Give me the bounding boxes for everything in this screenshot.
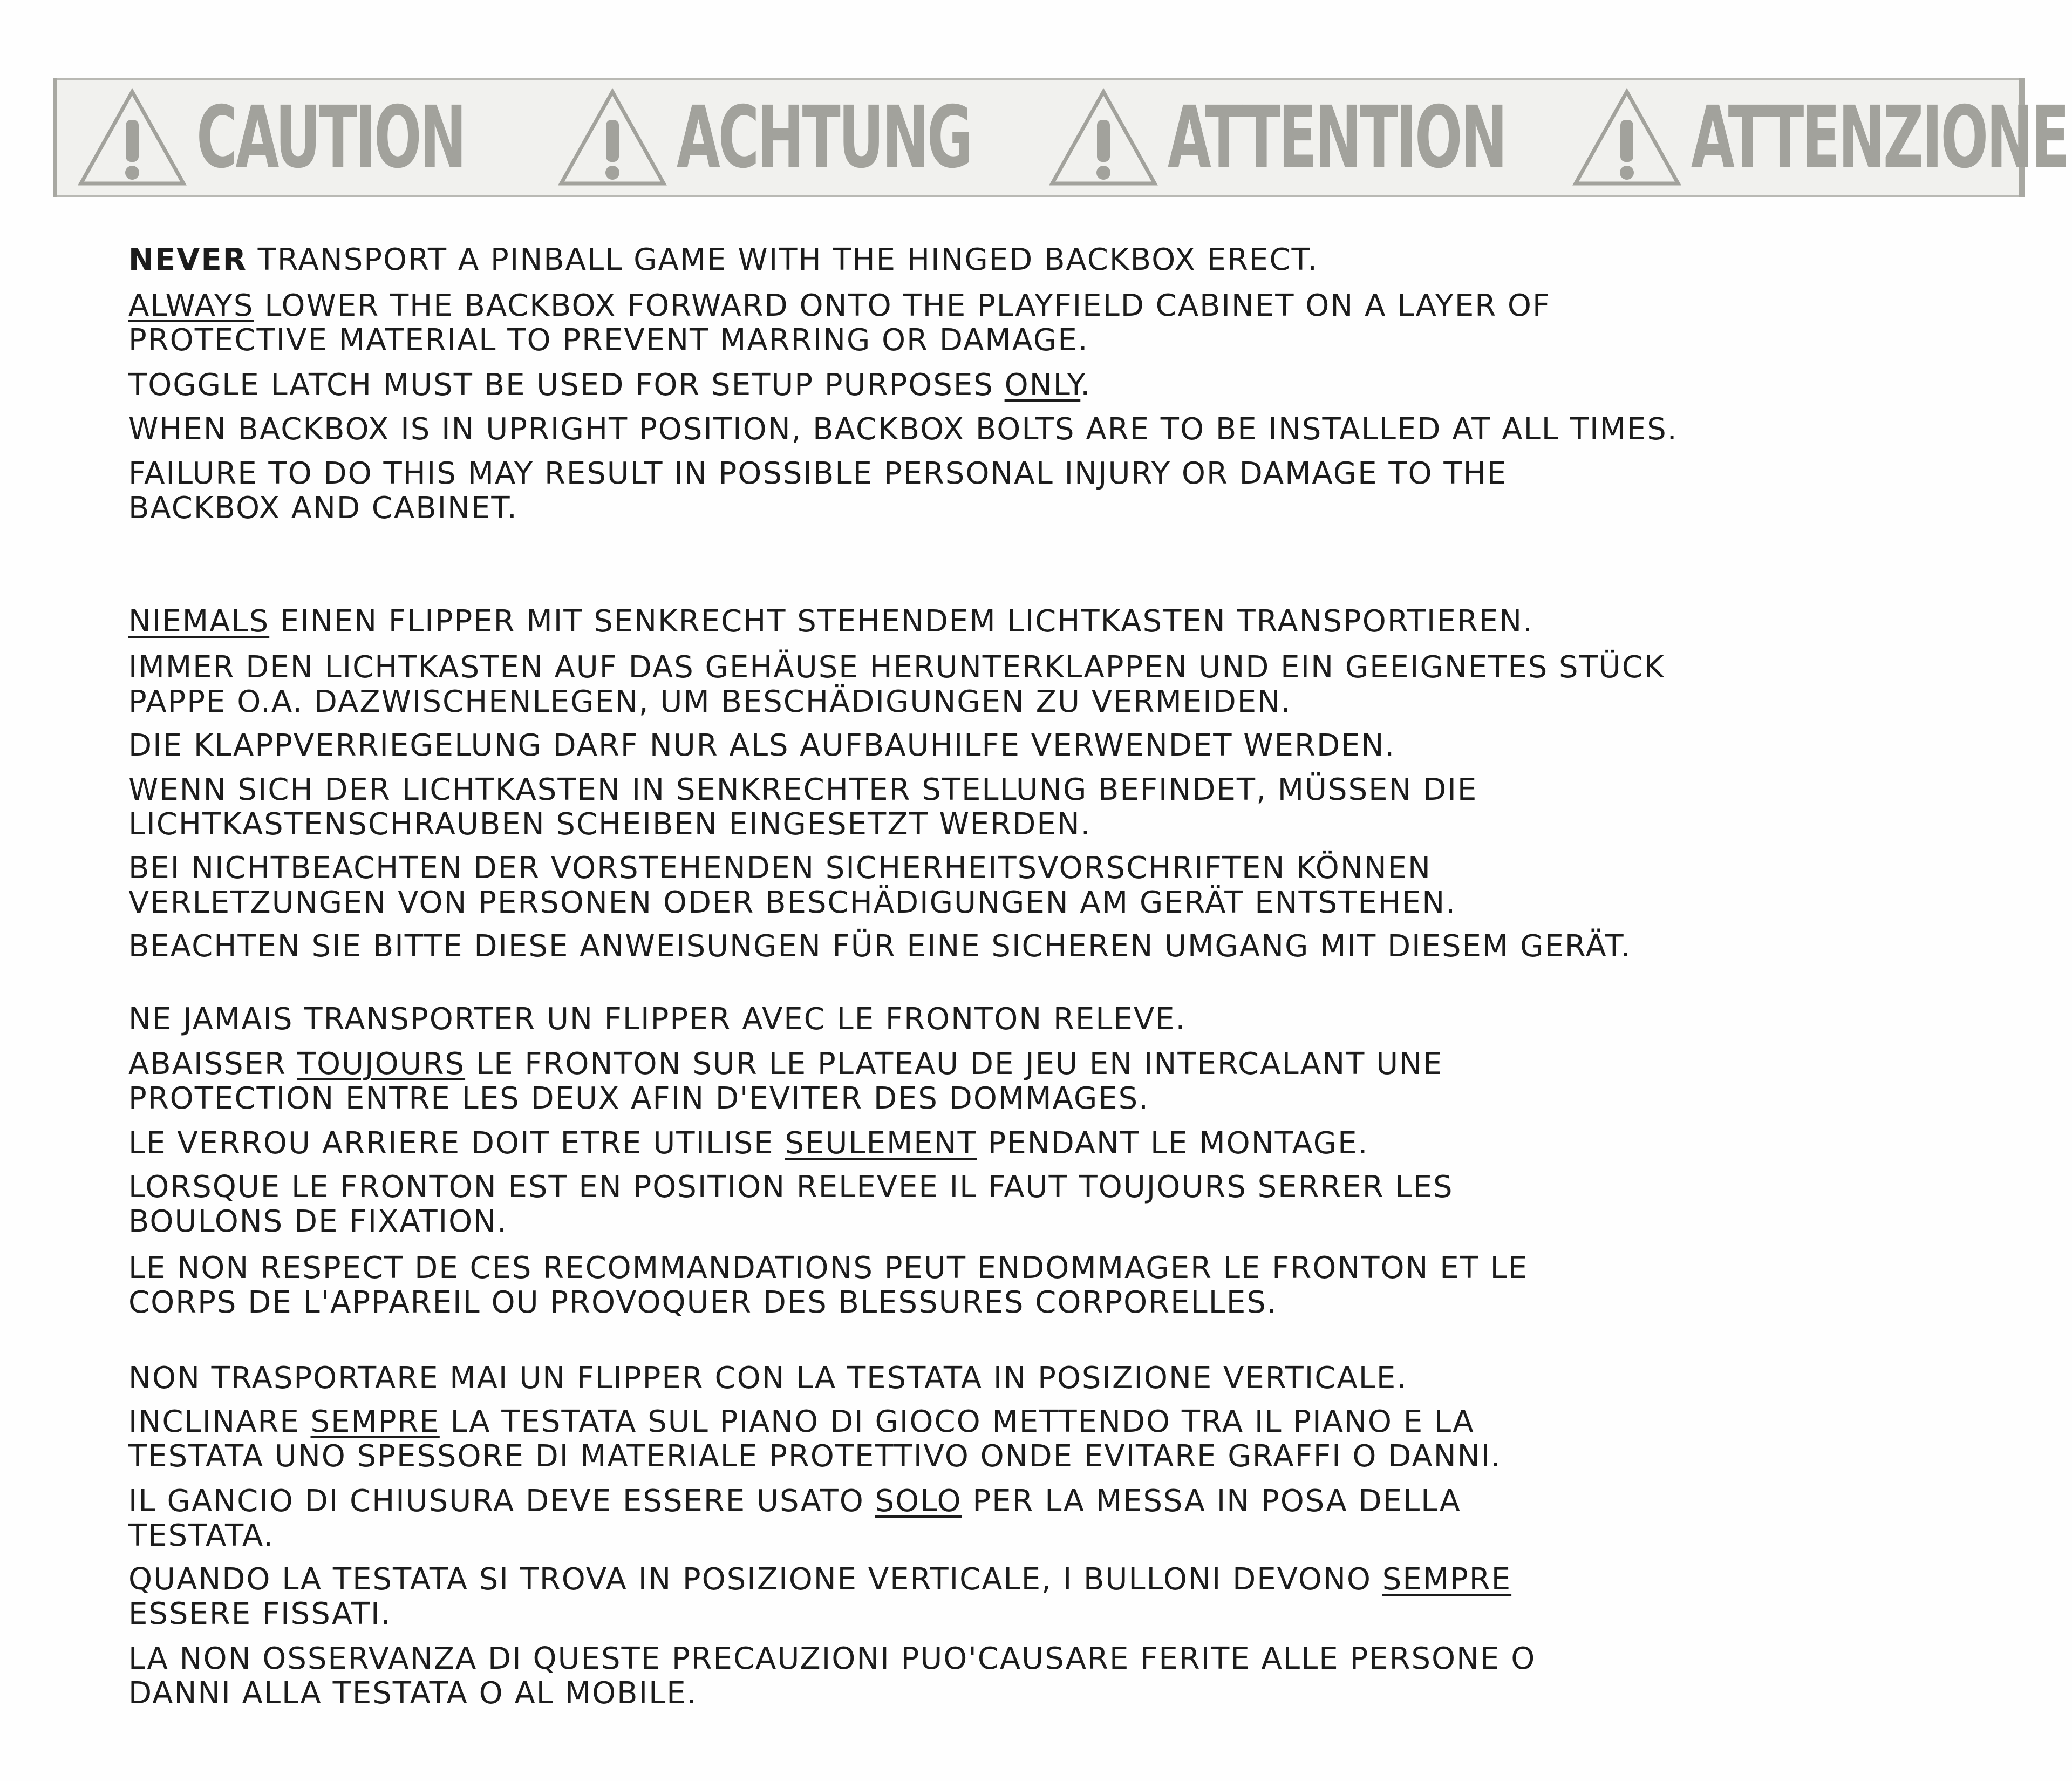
warning-triangle-icon [1570, 86, 1684, 189]
sempre-underlined-2: SEMPRE [1382, 1562, 1512, 1597]
respect-line-1: LE NON RESPECT DE CES RECOMMANDATIONS PEUT ENDOMMAGER LE FRONTON ET LE [128, 1250, 1529, 1286]
french-lorsque-para [128, 1170, 1454, 1239]
warning-achtung [556, 78, 1122, 197]
english-failure-para [128, 457, 1507, 526]
lorsque-line-1: LORSQUE LE FRONTON EST EN POSITION RELEVEE IL FAUT TOUJOURS SERRER LES [128, 1170, 1454, 1205]
bei-line-2: VERLETZUNGEN VON PERSONEN ODER BESCHÄDIGUNGEN AM GERÄT ENTSTEHEN. [128, 885, 1456, 920]
french-respect-para [128, 1251, 1528, 1320]
wenn-line-2: LICHTKASTENSCHRAUBEN SCHEIBEN EINGESETZT WERDEN. [128, 807, 1092, 842]
solo-underlined: SOLO [875, 1484, 962, 1519]
german-niemals-line [128, 604, 1533, 639]
seulement-underlined: SEULEMENT [785, 1126, 977, 1161]
italian-quando-para [128, 1562, 1511, 1632]
gancio-text: IL GANCIO DI CHIUSURA DEVE ESSERE USATO [128, 1484, 875, 1519]
warning-triangle-icon [76, 86, 189, 189]
french-verrou-line [128, 1126, 1368, 1161]
verrou-text-cont: PENDANT LE MONTAGE. [977, 1126, 1369, 1161]
osservanza-line-1: LA NON OSSERVANZA DI QUESTE PRECAUZIONI PUO'CAUSARE FERITE ALLE PERSONE O [128, 1641, 1536, 1676]
italian-trasportare-line: NON TRASPORTARE MAI UN FLIPPER CON LA TESTATA IN POSIZIONE VERTICALE. [128, 1361, 1408, 1396]
english-never-line [128, 243, 1318, 277]
osservanza-line-2: DANNI ALLA TESTATA O AL MOBILE. [128, 1676, 698, 1711]
never-text: TRANSPORT A PINBALL GAME WITH THE HINGED BACKBOX ERECT. [247, 242, 1318, 277]
italian-osservanza-para [128, 1642, 1536, 1711]
warning-word-attention: ATTENTION [1168, 88, 1505, 187]
english-always-para [128, 289, 1551, 358]
sempre-underlined: SEMPRE [310, 1404, 440, 1439]
immer-line-1: IMMER DEN LICHTKASTEN AUF DAS GEHÄUSE HERUNTERKLAPPEN UND EIN GEEIGNETES STÜCK [128, 650, 1665, 685]
verrou-text: LE VERROU ARRIERE DOIT ETRE UTILISE [128, 1126, 785, 1161]
abaisser-line-2: PROTECTION ENTRE LES DEUX AFIN D'EVITER DES DOMMAGES. [128, 1081, 1149, 1116]
french-abaisser-para [128, 1047, 1443, 1116]
abaisser-text: ABAISSER [128, 1046, 297, 1082]
english-upright-line: WHEN BACKBOX IS IN UPRIGHT POSITION, BACKBOX BOLTS ARE TO BE INSTALLED AT ALL TIMES. [128, 412, 1678, 447]
gancio-line-2: TESTATA. [128, 1518, 274, 1553]
always-underlined: ALWAYS [128, 288, 254, 323]
german-bei-para [128, 851, 1456, 920]
lorsque-line-2: BOULONS DE FIXATION. [128, 1204, 508, 1239]
wenn-line-1: WENN SICH DER LICHTKASTEN IN SENKRECHTER STELLUNG BEFINDET, MÜSSEN DIE [128, 772, 1478, 807]
warning-triangle-icon [556, 86, 669, 189]
warning-word-attenzione: ATTENZIONE [1691, 88, 2068, 187]
always-text: LOWER THE BACKBOX FORWARD ONTO THE PLAYFIELD CABINET ON A LAYER OF [254, 288, 1551, 323]
german-klapp-line: DIE KLAPPVERRIEGELUNG DARF NUR ALS AUFBAUHILFE VERWENDET WERDEN. [128, 728, 1396, 763]
warning-word-achtung: ACHTUNG [677, 88, 971, 187]
failure-line-2: BACKBOX AND CABINET. [128, 491, 518, 526]
niemals-text: EINEN FLIPPER MIT SENKRECHT STEHENDEM LICHTKASTEN TRANSPORTIEREN. [269, 604, 1533, 639]
inclinare-text: INCLINARE [128, 1404, 311, 1439]
italian-gancio-para [128, 1484, 1461, 1553]
always-text-cont: PROTECTIVE MATERIAL TO PREVENT MARRING OR DAMAGE. [128, 323, 1089, 358]
warning-caution [76, 78, 603, 197]
abaisser-text-cont: LE FRONTON SUR LE PLATEAU DE JEU EN INTERCALANT UNE [465, 1046, 1443, 1082]
german-wenn-para [128, 773, 1477, 842]
french-jamais-line: NE JAMAIS TRANSPORTER UN FLIPPER AVEC LE FRONTON RELEVE. [128, 1002, 1187, 1037]
niemals-underlined: NIEMALS [128, 604, 270, 639]
toggle-text: TOGGLE LATCH MUST BE USED FOR SETUP PURPOSES [128, 368, 1005, 403]
never-emphasis: NEVER [128, 242, 247, 277]
gancio-text-cont: PER LA MESSA IN POSA DELLA [962, 1484, 1461, 1519]
warning-triangle-icon [1047, 86, 1160, 189]
quando-text: QUANDO LA TESTATA SI TROVA IN POSIZIONE VERTICALE, I BULLONI DEVONO [128, 1562, 1382, 1597]
toggle-period: . [1080, 368, 1092, 403]
inclinare-line-2: TESTATA UNO SPESSORE DI MATERIALE PROTETTIVO ONDE EVITARE GRAFFI O DANNI. [128, 1439, 1502, 1474]
german-immer-para [128, 650, 1665, 719]
toujours-underlined: TOUJOURS [297, 1046, 466, 1082]
italian-inclinare-para [128, 1405, 1502, 1474]
inclinare-text-cont: LA TESTATA SUL PIANO DI GIOCO METTENDO TRA IL PIANO E LA [439, 1404, 1475, 1439]
warning-attenzione [1570, 78, 2072, 197]
only-underlined: ONLY [1004, 368, 1081, 403]
german-beachten-line: BEACHTEN SIE BITTE DIESE ANWEISUNGEN FÜR EINE SICHEREN UMGANG MIT DIESEM GERÄT. [128, 929, 1632, 964]
english-toggle-line [128, 368, 1091, 403]
warning-word-caution: CAUTION [196, 88, 465, 187]
failure-line-1: FAILURE TO DO THIS MAY RESULT IN POSSIBLE PERSONAL INJURY OR DAMAGE TO THE [128, 456, 1508, 491]
respect-line-2: CORPS DE L'APPAREIL OU PROVOQUER DES BLESSURES CORPORELLES. [128, 1285, 1278, 1320]
immer-line-2: PAPPE O.A. DAZWISCHENLEGEN, UM BESCHÄDIGUNGEN ZU VERMEIDEN. [128, 684, 1292, 719]
bei-line-1: BEI NICHTBEACHTEN DER VORSTEHENDEN SICHERHEITSVORSCHRIFTEN KÖNNEN [128, 851, 1432, 886]
quando-line-2: ESSERE FISSATI. [128, 1596, 392, 1632]
banner-left-edge [53, 78, 57, 197]
